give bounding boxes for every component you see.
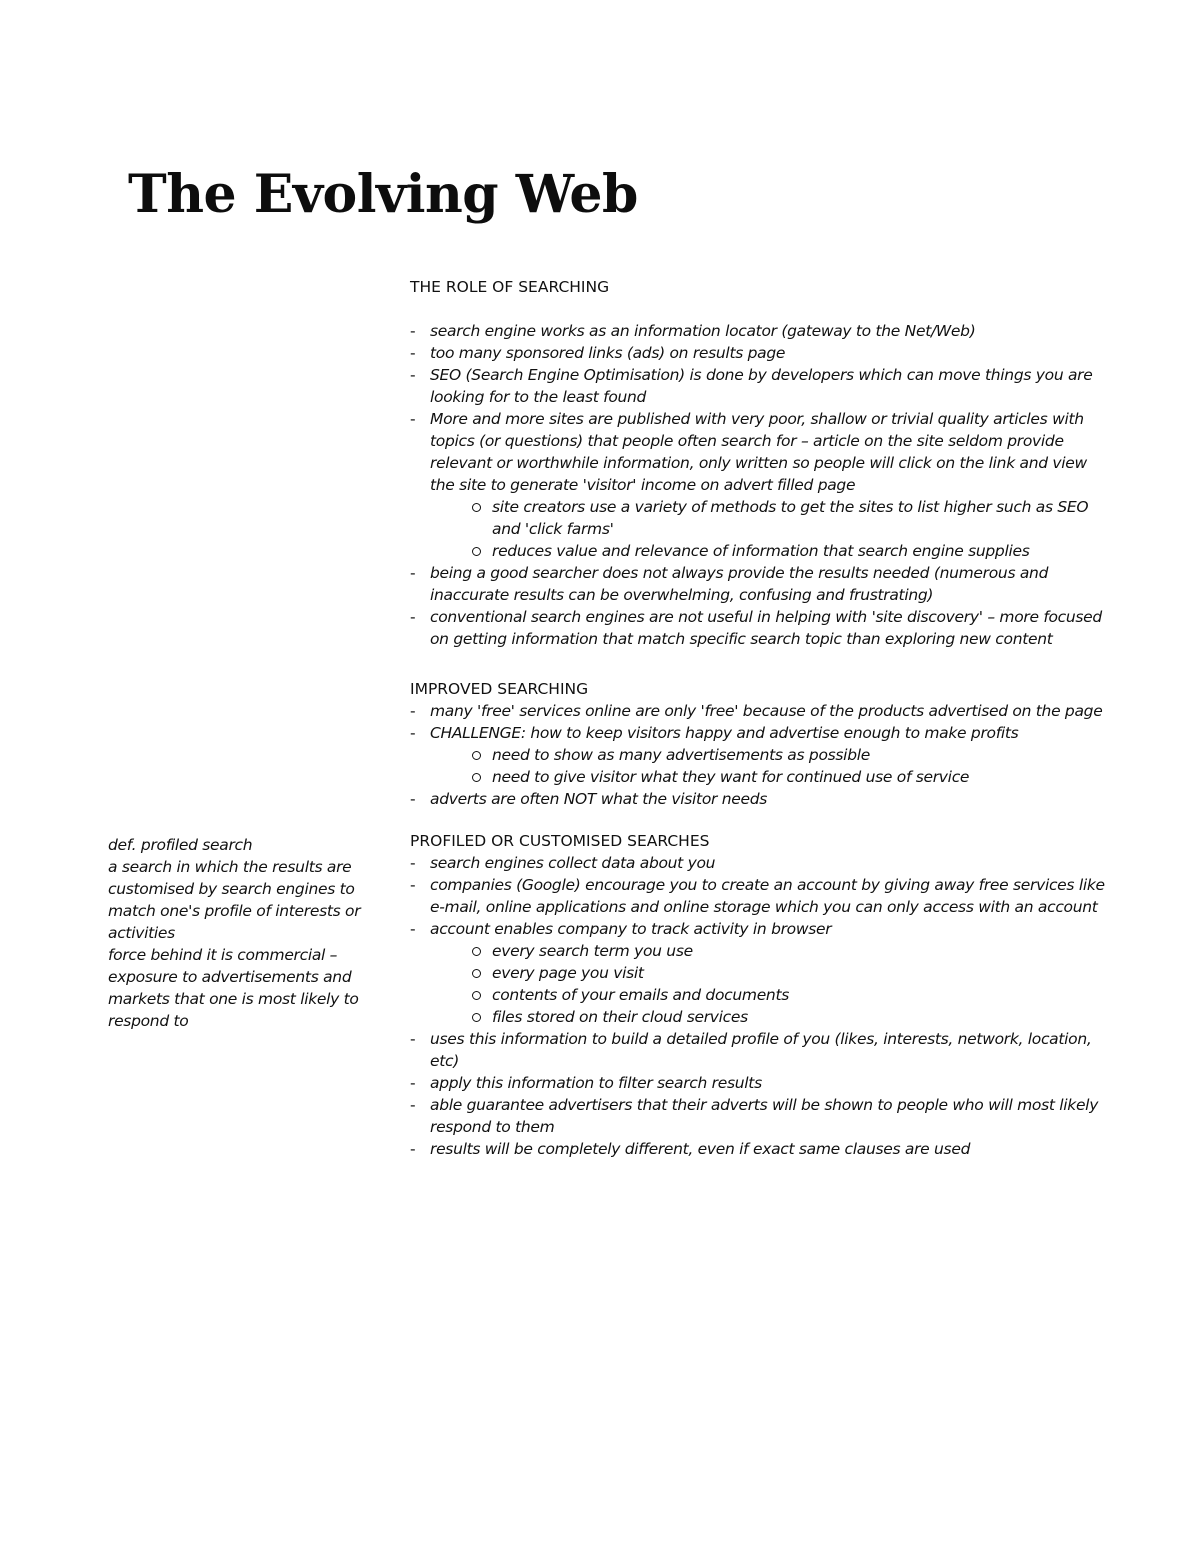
list-item: [410, 320, 1110, 342]
side-note-line: force behind it is commercial –: [108, 946, 338, 964]
list-item: [410, 788, 1110, 810]
section-role-of-searching: [410, 276, 1110, 650]
list-item: [410, 1072, 1110, 1094]
side-note-line: activities: [108, 924, 175, 942]
notes-body: [410, 276, 1110, 1160]
list-item-text: conventional search engines are not useful in helping with 'site discovery' – more focused on getting information that match specific search topic than exploring new content: [430, 608, 1102, 648]
list-item-text: many 'free' services online are only 'free' because of the products advertised on the page: [430, 702, 1103, 720]
list-item-text: too many sponsored links (ads) on results page: [430, 344, 786, 362]
sub-list-item: every page you visit: [472, 962, 1110, 984]
list-item-text: SEO (Search Engine Optimisation) is done by developers which can move things you are looking for to the least found: [430, 366, 1093, 406]
list-item-text: search engine works as an information locator (gateway to the Net/Web): [430, 322, 976, 340]
sub-list-item: reduces value and relevance of information that search engine supplies: [472, 540, 1110, 562]
list-item-text: CHALLENGE: how to keep visitors happy and advertise enough to make profits: [430, 724, 1019, 742]
bullet-list: [410, 320, 1110, 650]
list-item: [410, 918, 1110, 1028]
section-heading: PROFILED OR CUSTOMISED SEARCHES: [410, 832, 710, 850]
side-note-line: customised by search engines to: [108, 880, 355, 898]
list-item-text: account enables company to track activity in browser: [430, 920, 832, 938]
side-note-line: a search in which the results are: [108, 858, 352, 876]
list-item-text: companies (Google) encourage you to create an account by giving away free services like e-mail, online applications and online storage which you can only access with an account: [430, 876, 1105, 916]
section-heading: THE ROLE OF SEARCHING: [410, 278, 610, 296]
sub-list-item: every search term you use: [472, 940, 1110, 962]
list-item: [410, 364, 1110, 408]
list-item-text: results will be completely different, even if exact same clauses are used: [430, 1140, 971, 1158]
section-improved-searching: [410, 678, 1110, 810]
bullet-list: [410, 700, 1110, 810]
list-item: [410, 1138, 1110, 1160]
side-note-line: respond to: [108, 1012, 189, 1030]
list-item-text: apply this information to filter search results: [430, 1074, 762, 1092]
list-item: [410, 700, 1110, 722]
list-item: [410, 1028, 1110, 1072]
sub-list-item: need to give visitor what they want for continued use of service: [472, 766, 1110, 788]
list-item: [410, 408, 1110, 562]
list-item: [410, 1094, 1110, 1138]
section-heading: IMPROVED SEARCHING: [410, 680, 589, 698]
list-item-text: uses this information to build a detailed profile of you (likes, interests, network, location, etc): [430, 1030, 1092, 1070]
list-item: [410, 874, 1110, 918]
list-item-text: being a good searcher does not always provide the results needed (numerous and inaccurate results can be overwhelming, confusing and frustrating): [430, 564, 1049, 604]
side-note: [108, 834, 368, 1032]
side-note-line: match one's profile of interests or: [108, 902, 361, 920]
list-item-text: More and more sites are published with very poor, shallow or trivial quality articles with topics (or questions) that people often search for – article on the site seldom provide relevant or worthwhile information, only written so people will click on the link and view the site to generate 'visitor' income on advert filled page: [430, 410, 1087, 494]
sub-bullet-list: [430, 940, 1110, 1028]
list-item: [410, 562, 1110, 606]
side-note-line: markets that one is most likely to: [108, 990, 359, 1008]
sub-list-item: need to show as many advertisements as possible: [472, 744, 1110, 766]
list-item-text: able guarantee advertisers that their adverts will be shown to people who will most likely respond to them: [430, 1096, 1099, 1136]
sub-bullet-list: [430, 744, 1110, 788]
list-item-text: adverts are often NOT what the visitor needs: [430, 790, 768, 808]
list-item: [410, 722, 1110, 788]
sub-list-item: files stored on their cloud services: [472, 1006, 1110, 1028]
section-profiled-searches: [410, 830, 1110, 1160]
side-note-line: def. profiled search: [108, 836, 253, 854]
list-item: [410, 852, 1110, 874]
page-title: The Evolving Web: [128, 164, 638, 225]
side-note-line: exposure to advertisements and: [108, 968, 352, 986]
sub-bullet-list: [430, 496, 1110, 562]
sub-list-item: contents of your emails and documents: [472, 984, 1110, 1006]
sub-list-item: site creators use a variety of methods to get the sites to list higher such as SEO and 'click farms': [472, 496, 1110, 540]
list-item-text: search engines collect data about you: [430, 854, 716, 872]
bullet-list: [410, 852, 1110, 1160]
list-item: [410, 606, 1110, 650]
list-item: [410, 342, 1110, 364]
